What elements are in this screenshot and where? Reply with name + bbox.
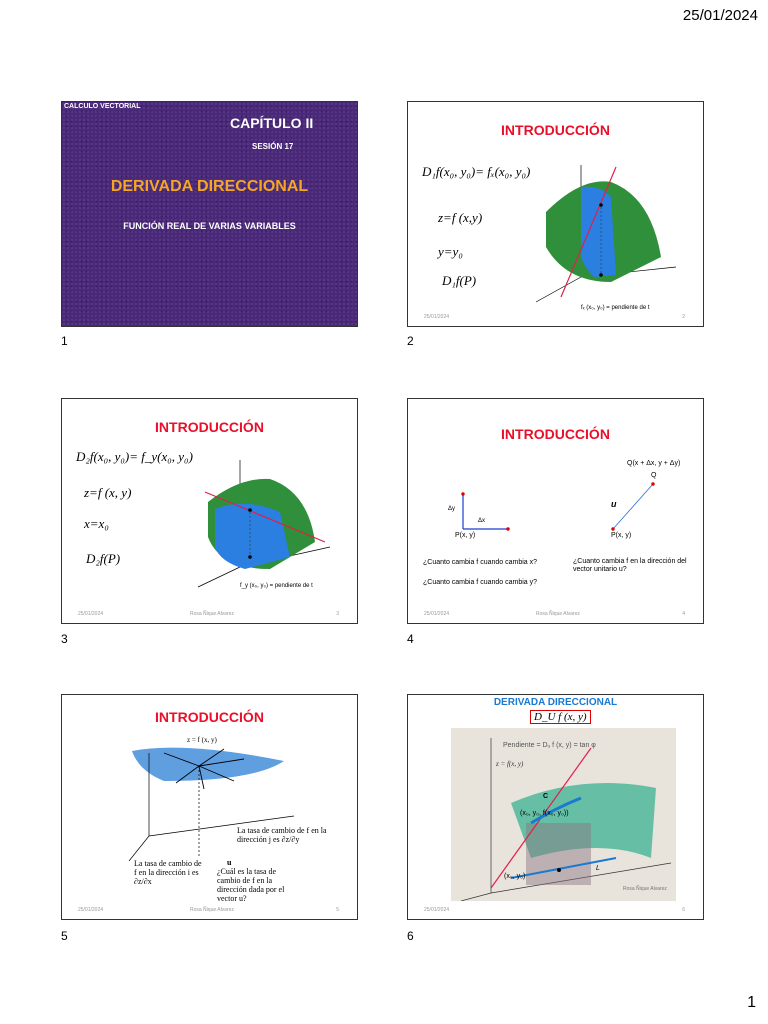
- rate-j-text: La tasa de cambio de f en la dirección j es ∂z/∂y: [237, 826, 327, 844]
- slide-page: 3: [336, 611, 339, 617]
- delta-x-label: Δx: [478, 518, 486, 524]
- slide-page: 4: [682, 611, 685, 617]
- slide-page: 2: [682, 314, 685, 320]
- slide-page: 5: [336, 907, 339, 913]
- slide-title: DERIVADA DIRECCIONAL: [110, 178, 309, 195]
- slide-title: INTRODUCCIÓN: [155, 709, 264, 725]
- rate-u-question: ¿Cuál es la tasa de cambio de f en la dirección dada por el vector u?: [217, 867, 285, 903]
- formula-box: D_U f (x, y): [530, 710, 591, 724]
- curve-c-label: C: [543, 793, 549, 800]
- surface-label: z = f(x, y): [496, 760, 524, 768]
- slide-5[interactable]: [61, 694, 358, 920]
- question-x: ¿Cuanto cambia f cuando cambia x?: [423, 559, 538, 566]
- slide-number: 4: [407, 632, 414, 646]
- page-number: 1: [747, 994, 756, 1011]
- slide-subtitle: FUNCIÓN REAL DE VARIAS VARIABLES: [123, 221, 296, 231]
- slide-2[interactable]: [407, 101, 704, 327]
- slide-number: 1: [61, 334, 68, 348]
- increment-diagram: [448, 479, 678, 541]
- slide-title: DERIVADA DIRECCIONAL: [493, 697, 618, 708]
- slide-3[interactable]: [61, 398, 358, 624]
- slide-date: 25/01/2024: [424, 907, 450, 913]
- figure-caption: f_y (x₀, y₀) = pendiente de t: [240, 583, 313, 589]
- equation-2: z=f (x,y): [438, 210, 483, 225]
- u-label: u: [227, 858, 232, 867]
- p-left-label: P(x, y): [455, 532, 476, 539]
- course-label: CALCULO VECTORIAL: [64, 103, 141, 110]
- slide-author: Rosa Ñique Alvarez: [190, 611, 234, 617]
- slope-label: Pendiente = Dᵤ f (x, y) = tan φ: [503, 742, 596, 749]
- equation-3: x=x₀: [84, 516, 109, 531]
- p-right-label: P(x, y): [611, 532, 632, 539]
- rate-i-text: La tasa de cambio de f en la dirección i es ∂z/∂x: [134, 859, 202, 886]
- surface-y-figure: [190, 457, 355, 595]
- chapter-label: CAPÍTULO II: [230, 115, 314, 131]
- point-label: (x₀, y₀, f(x₀, y₀)): [520, 810, 569, 817]
- slide-title: INTRODUCCIÓN: [501, 426, 610, 442]
- session-label: SESIÓN 17: [252, 142, 294, 151]
- slide-title: INTRODUCCIÓN: [155, 419, 264, 435]
- slide-date: 25/01/2024: [78, 907, 104, 913]
- slide-number: 3: [61, 632, 68, 646]
- slide-number: 5: [61, 929, 68, 943]
- equation-2: z=f (x, y): [84, 485, 132, 500]
- slide-date: 25/01/2024: [78, 611, 104, 617]
- u-label: u: [611, 499, 617, 509]
- slide-date: 25/01/2024: [424, 611, 450, 617]
- equation-3: y=y₀: [438, 244, 463, 259]
- figure-caption: fₓ (x₀, y₀) = pendiente de t: [581, 305, 650, 311]
- equation-1: D₂f(x₀, y₀)= f_y(x₀, y₀): [76, 449, 193, 464]
- slide-4[interactable]: [407, 398, 704, 624]
- print-date: 25/01/2024: [682, 7, 758, 24]
- q-label: Q: [651, 472, 657, 479]
- equation-4: D₂f(P): [86, 551, 121, 566]
- photo-author: Rosa Ñique Alvarez: [623, 886, 667, 892]
- slide-author: Rosa Ñique Alvarez: [190, 907, 234, 913]
- slide-number: 6: [407, 929, 414, 943]
- slide-1[interactable]: [61, 101, 358, 327]
- base-point-label: (x₀, y₀): [504, 873, 526, 880]
- slide-page: 6: [682, 907, 685, 913]
- line-l-label: L: [596, 865, 600, 872]
- q-coordinates: Q(x + Δx, y + Δy): [627, 460, 681, 467]
- question-y: ¿Cuanto cambia f cuando cambia y?: [423, 579, 538, 586]
- delta-y-label: Δy: [448, 506, 456, 512]
- slide-6[interactable]: [407, 694, 704, 920]
- equation-4: D₁f(P): [442, 273, 477, 288]
- surface-label: z = f (x, y): [187, 736, 217, 744]
- question-u: ¿Cuanto cambia f en la dirección del vector unitario u?: [573, 558, 687, 573]
- slide-title: INTRODUCCIÓN: [501, 122, 610, 138]
- surface-x-figure: [526, 157, 694, 307]
- slide-author: Rosa Ñique Alvarez: [536, 611, 580, 617]
- slide-date: 25/01/2024: [424, 314, 450, 320]
- equation-1: D₁f(x₀, y₀)= fₓ(x₀, y₀): [422, 164, 531, 179]
- slide-number: 2: [407, 334, 414, 348]
